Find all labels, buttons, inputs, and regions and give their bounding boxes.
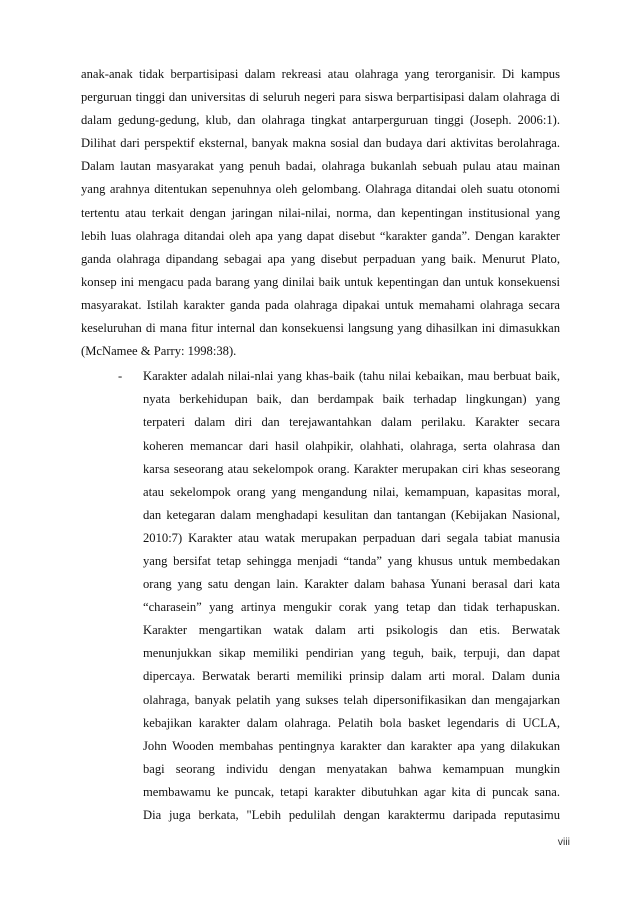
bullet-line: bagi seorang individu dengan menyatakan bahwa kemampuan mungkin — [143, 761, 560, 776]
body-text — [81, 63, 560, 827]
paragraph-line: Dalam lautan masyarakat yang penuh badai, olahraga bukanlah sebuah pulau atau mainan — [81, 159, 560, 174]
bullet-line: dipercaya. Berwatak berarti memiliki prinsip dalam arti moral. Dalam dunia — [143, 669, 560, 684]
paragraph-line: anak-anak tidak berpartisipasi dalam rekreasi atau olahraga yang terorganisir. Di kampus — [81, 67, 560, 81]
bullet-line: yang bersifat tetap sehingga menjadi “tanda” yang khusus untuk membedakan — [143, 553, 560, 568]
paragraph — [81, 63, 560, 363]
bullet-line: terpateri dalam diri dan terejawantahkan dalam perilaku. Karakter secara — [143, 415, 560, 430]
paragraph-line: (McNamee & Parry: 1998:38). — [81, 344, 237, 359]
bullet-line: 2010:7) Karakter atau watak merupakan perpaduan dari segala tabiat manusia — [143, 530, 560, 545]
paragraph-line: tertentu atau terkait dengan jaringan nilai-nilai, norma, dan kepentingan institusional yang — [81, 205, 560, 220]
bullet-line: membawamu ke puncak, tetapi karakter dibutuhkan agar kita di puncak sana. — [143, 784, 560, 799]
bullet-item — [81, 365, 560, 827]
paragraph-line: konsep ini mengacu pada barang yang dinilai baik untuk kepentingan dan untuk konsekuensi — [81, 274, 560, 289]
paragraph-line: yang arahnya ditentukan sepenuhnya oleh gelombang. Olahraga ditandai oleh suatu otonomi — [81, 182, 560, 197]
page-number: viii — [557, 836, 570, 848]
bullet-line: kebajikan karakter dalam olahraga. Pelatih bola basket legendaris di UCLA, — [143, 715, 560, 730]
paragraph-line: masyarakat. Istilah karakter ganda pada olahraga dipakai untuk memahami olahraga secara — [81, 297, 560, 312]
paragraph-line: Dilihat dari perspektif eksternal, banyak makna sosial dan budaya dari aktivitas berolahraga. — [81, 136, 560, 151]
bullet-marker: - — [118, 369, 123, 384]
bullet-line: olahraga, banyak pelatih yang sukses telah dipersonifikasikan dan mengajarkan — [143, 692, 560, 707]
bullet-line: Dia juga berkata, "Lebih pedulilah dengan karaktermu daripada reputasimu — [143, 808, 560, 822]
paragraph-line: dalam gedung-gedung, klub, dan olahraga tingkat antarperguruan tinggi (Joseph. 2006:1). — [81, 113, 560, 128]
bullet-line: koheren memancar dari hasil olahpikir, olahhati, olahraga, serta olahrasa dan — [143, 438, 560, 453]
bullet-line: “charasein” yang artinya mengukir corak yang tetap dan tidak terhapuskan. — [143, 600, 560, 615]
paragraph-line: keseluruhan di mana fitur internal dan konsekuensi langsung yang dihasilkan ini dimasukkan — [81, 321, 560, 336]
bullet-line: orang yang satu dengan lain. Karakter dalam bahasa Yunani berasal dari kata — [143, 577, 560, 592]
bullet-line: menunjukkan sikap memiliki pendirian yang teguh, baik, terpuji, dan dapat — [143, 646, 560, 661]
paragraph-line: lebih luas olahraga ditandai oleh apa yang dapat disebut “karakter ganda”. Dengan karakter — [81, 228, 560, 243]
paragraph-line: ganda olahraga dipandang sebagai apa yang disebut perpaduan yang baik. Menurut Plato, — [81, 251, 560, 266]
bullet-text — [143, 365, 560, 827]
bullet-line: dan ketegaran dalam menghadapi kesulitan dan tantangan (Kebijakan Nasional, — [143, 507, 560, 522]
bullet-line: karsa seseorang atau sekelompok orang. Karakter merupakan ciri khas seseorang — [143, 461, 560, 476]
bullet-line: Karakter mengartikan watak dalam arti psikologis dan etis. Berwatak — [143, 623, 560, 638]
bullet-line: nyata berkehidupan baik, dan berdampak baik terhadap lingkungan) yang — [143, 392, 560, 407]
paragraph-line: perguruan tinggi dan universitas di seluruh negeri para siswa berpartisipasi dalam olahraga di — [81, 90, 560, 105]
bullet-line: Karakter adalah nilai-nlai yang khas-baik (tahu nilai kebaikan, mau berbuat baik, — [143, 369, 560, 384]
bullet-line: John Wooden membahas pentingnya karakter dan karakter apa yang dilakukan — [143, 738, 560, 753]
bullet-line: atau sekelompok orang yang mengandung nilai, kemampuan, kapasitas moral, — [143, 484, 560, 499]
